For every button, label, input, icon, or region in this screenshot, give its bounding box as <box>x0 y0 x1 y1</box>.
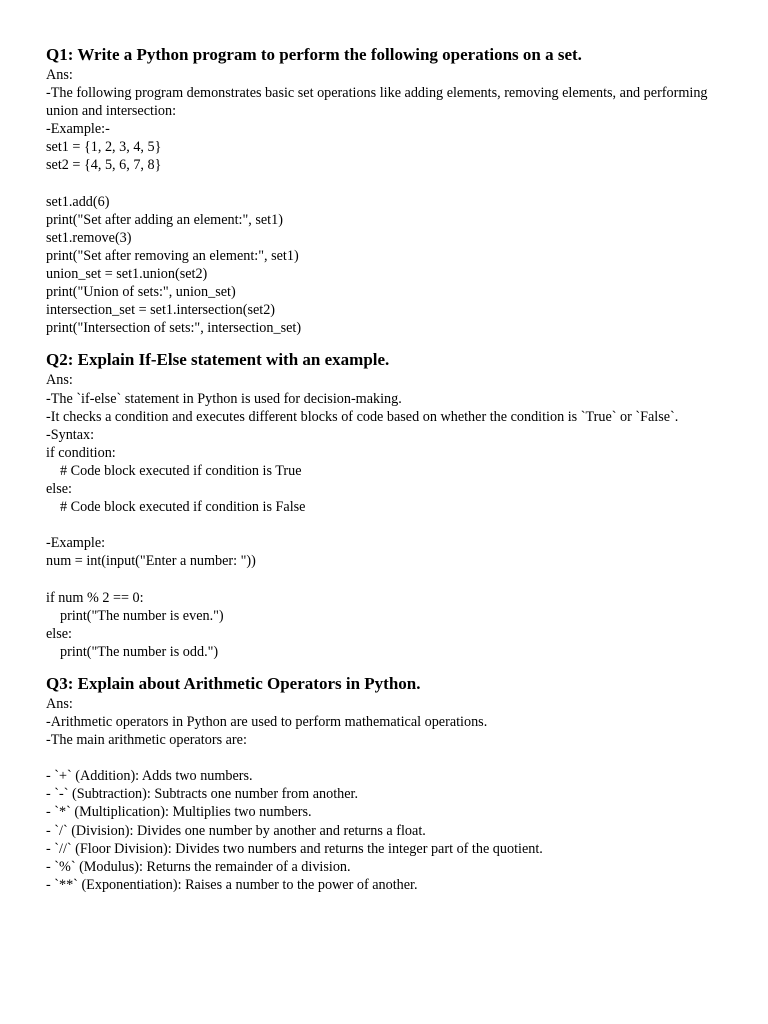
code-line: print("The number is odd.") <box>60 643 219 660</box>
blank-line <box>46 516 736 534</box>
blank-line <box>46 175 736 193</box>
question-3-section <box>46 673 736 894</box>
code-line: if num % 2 == 0: <box>46 589 144 606</box>
question-1-section <box>46 44 736 337</box>
code-line: print("The number is even.") <box>60 607 224 624</box>
operator-list-item: - `%` (Modulus): Returns the remainder of a division. <box>46 858 351 875</box>
code-line: if condition: <box>46 444 116 461</box>
code-line: num = int(input("Enter a number: ")) <box>46 553 256 570</box>
answer-text: -Example: <box>46 535 106 552</box>
answer-text: -The following program demonstrates basic set operations like adding elements, removing elements, and performing union and intersection: <box>46 85 712 120</box>
answer-text: -Arithmetic operators in Python are used to perform mathematical operations. <box>46 714 488 730</box>
document-page <box>46 44 736 906</box>
question-2-section <box>46 349 736 661</box>
code-line: print("Intersection of sets:", intersection_set) <box>46 320 302 337</box>
code-line: else: <box>46 480 72 497</box>
code-line: set1.add(6) <box>46 193 110 210</box>
answer-text: -The main arithmetic operators are: <box>46 732 247 749</box>
code-line: print("Union of sets:", union_set) <box>46 284 236 301</box>
code-comment-line: # Code block executed if condition is True <box>60 462 302 479</box>
answer-text: -The `if-else` statement in Python is used for decision-making. <box>46 390 402 407</box>
answer-label: Ans: <box>46 67 73 83</box>
answer-text: -Example:- <box>46 121 110 138</box>
operator-list-item: - `/` (Division): Divides one number by another and returns a float. <box>46 822 426 839</box>
operator-list-item: - `-` (Subtraction): Subtracts one number from another. <box>46 786 359 803</box>
code-comment-line: # Code block executed if condition is False <box>60 499 306 516</box>
operator-list-item: - `//` (Floor Division): Divides two numbers and returns the integer part of the quotient. <box>46 840 543 857</box>
code-line: set1.remove(3) <box>46 229 132 246</box>
code-line: else: <box>46 625 72 642</box>
answer-text: -Syntax: <box>46 426 95 443</box>
answer-label: Ans: <box>46 695 73 712</box>
operator-list-item: - `**` (Exponentiation): Raises a number to the power of another. <box>46 876 418 893</box>
operator-list-item: - `+` (Addition): Adds two numbers. <box>46 768 253 785</box>
code-line: print("Set after adding an element:", set1) <box>46 211 283 228</box>
blank-line <box>46 570 736 588</box>
question-3-title: Q3: Explain about Arithmetic Operators in Python. <box>46 673 421 693</box>
code-line: print("Set after removing an element:", set1) <box>46 247 299 264</box>
answer-label: Ans: <box>46 372 73 389</box>
code-line: set2 = {4, 5, 6, 7, 8} <box>46 157 162 174</box>
code-line: intersection_set = set1.intersection(set2) <box>46 302 276 319</box>
operator-list-item: - `*` (Multiplication): Multiplies two numbers. <box>46 804 312 821</box>
question-1-title: Q1: Write a Python program to perform the following operations on a set. <box>46 45 582 64</box>
code-line: set1 = {1, 2, 3, 4, 5} <box>46 139 162 156</box>
answer-text: -It checks a condition and executes different blocks of code based on whether the condition is `True` or `False`. <box>46 408 679 425</box>
question-2-title: Q2: Explain If-Else statement with an example. <box>46 350 390 370</box>
code-line: union_set = set1.union(set2) <box>46 266 208 283</box>
blank-line <box>46 749 736 767</box>
